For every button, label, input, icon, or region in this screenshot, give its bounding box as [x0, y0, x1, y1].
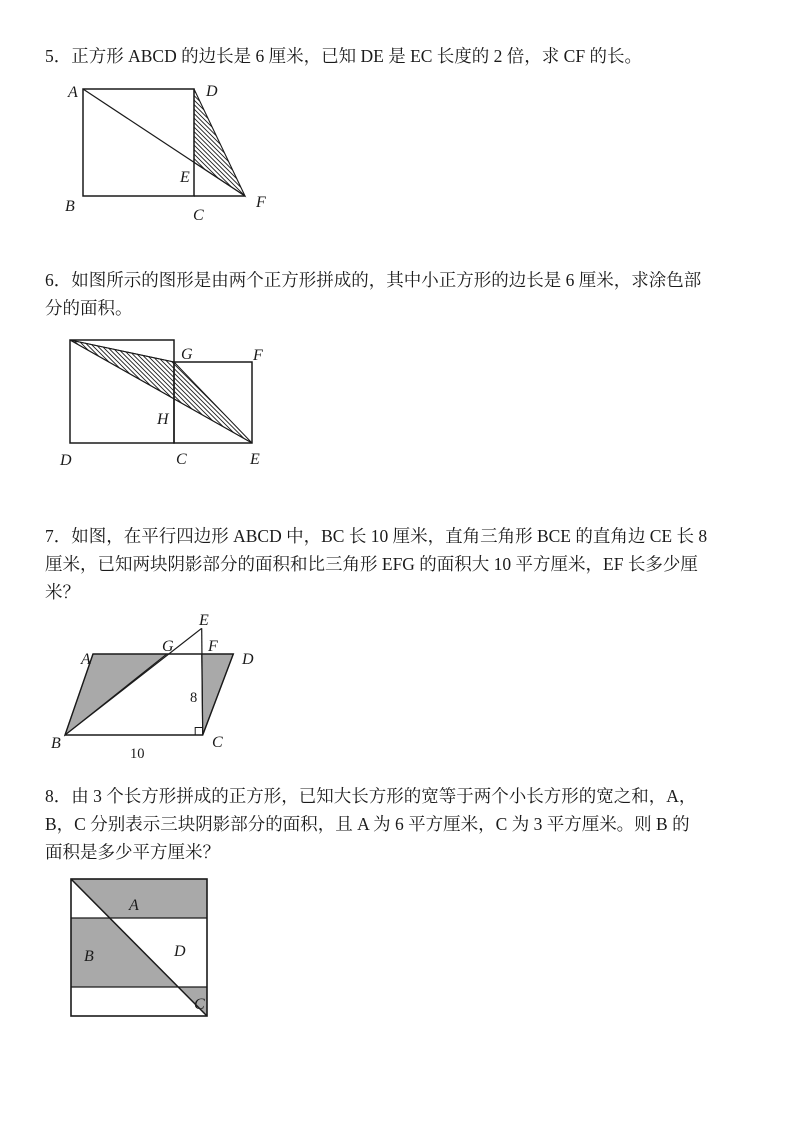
label-C: C	[194, 996, 205, 1013]
label-C: C	[176, 451, 187, 468]
figure-problem-6	[55, 335, 287, 470]
label-F: F	[253, 347, 263, 364]
right-angle-mark	[195, 728, 203, 736]
label-D: D	[206, 83, 218, 100]
figure-problem-7	[30, 600, 310, 765]
problem-7-line-2: 厘米，已知两块阴影部分的面积和比三角形 EFG 的面积大 10 平方厘米，EF 长多少厘	[45, 554, 698, 574]
problem-8-text	[45, 782, 751, 866]
label-C: C	[212, 734, 223, 751]
label-D: D	[60, 452, 72, 469]
label-D: D	[242, 651, 254, 668]
problem-6-line-2: 分的面积。	[45, 298, 133, 318]
problem-7-line-3: 米？	[45, 582, 80, 602]
problem-6-line-1: 6．如图所示的图形是由两个正方形拼成的，其中小正方形的边长是 6 厘米，求涂色部	[45, 270, 702, 290]
label-H: H	[157, 411, 169, 428]
label-B: B	[65, 198, 75, 215]
label-A: A	[129, 897, 139, 914]
problem-8-line-1: 8．由 3 个长方形拼成的正方形，已知大长方形的宽等于两个小长方形的宽之和，A，	[45, 786, 697, 806]
problem-5-text	[45, 42, 751, 70]
line-AF	[83, 89, 245, 196]
problem-8-line-2: B，C 分别表示三块阴影部分的面积，且 A 为 6 平方厘米，C 为 3 平方厘米。则 B 的	[45, 814, 690, 834]
label-D: D	[174, 943, 186, 960]
measure-ce-8: 8	[190, 690, 198, 706]
figure-problem-5	[55, 78, 287, 223]
segment-EC	[202, 628, 203, 735]
label-E: E	[180, 169, 190, 186]
measure-bc-10: 10	[130, 746, 145, 762]
problem-6-text	[45, 266, 751, 322]
problem-5-line-1: 5．正方形 ABCD 的边长是 6 厘米，已知 DE 是 EC 长度的 2 倍，求 CF 的长。	[45, 46, 642, 66]
label-B: B	[84, 948, 94, 965]
label-G: G	[162, 638, 174, 655]
problem-8-line-3: 面积是多少平方厘米？	[45, 842, 220, 862]
label-E: E	[199, 612, 209, 629]
label-A: A	[68, 84, 78, 101]
label-G: G	[181, 346, 193, 363]
label-F: F	[256, 194, 266, 211]
label-F: F	[208, 638, 218, 655]
label-C: C	[193, 207, 204, 223]
label-A: A	[81, 651, 91, 668]
figure-problem-8	[55, 872, 220, 1022]
label-B: B	[51, 735, 61, 752]
problem-7-text	[45, 522, 751, 606]
problem-7-line-1: 7．如图，在平行四边形 ABCD 中，BC 长 10 厘米，直角三角形 BCE 的直角边 CE 长 8	[45, 526, 708, 546]
square-ABCD	[83, 89, 194, 196]
label-E: E	[250, 451, 260, 468]
shaded-triangle-DEF	[194, 89, 245, 196]
